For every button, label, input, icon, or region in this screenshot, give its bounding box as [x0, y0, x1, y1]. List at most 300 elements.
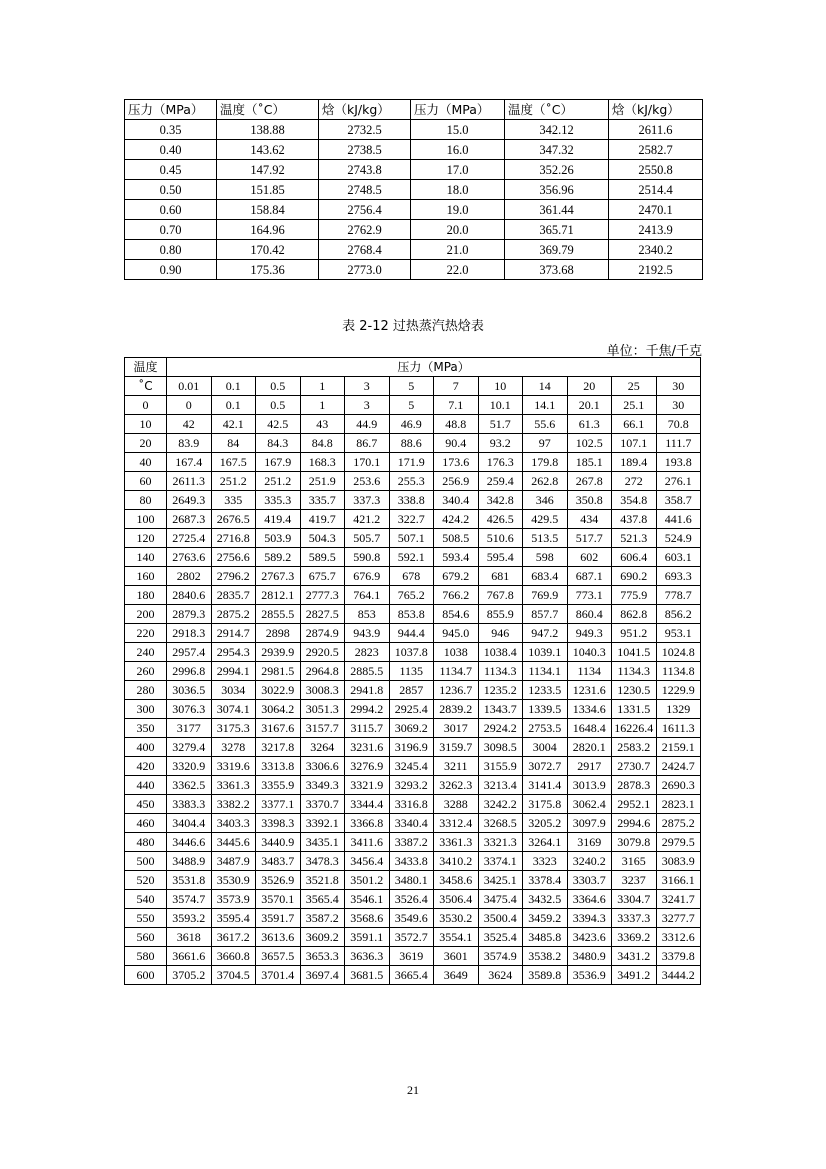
enthalpy-cell: 193.8 — [656, 453, 701, 472]
enthalpy-cell: 953.1 — [656, 624, 701, 643]
enthalpy-cell: 3379.8 — [656, 947, 701, 966]
enthalpy-cell: 3337.3 — [612, 909, 657, 928]
enthalpy-cell: 606.4 — [612, 548, 657, 567]
enthalpy-cell: 3480.9 — [567, 947, 612, 966]
enthalpy-cell: 272 — [612, 472, 657, 491]
table-row — [125, 757, 701, 776]
enthalpy-cell: 1236.7 — [434, 681, 479, 700]
enthalpy-cell: 256.9 — [434, 472, 479, 491]
enthalpy-cell: 3568.6 — [345, 909, 390, 928]
enthalpy-cell: 1038 — [434, 643, 479, 662]
enthalpy-cell: 0 — [167, 396, 212, 415]
enthalpy-cell: 276.1 — [656, 472, 701, 491]
enthalpy-cell: 1331.5 — [612, 700, 657, 719]
enthalpy-cell: 342.8 — [478, 491, 523, 510]
enthalpy-cell: 2730.7 — [612, 757, 657, 776]
enthalpy-cell: 3355.9 — [256, 776, 301, 795]
pressure-cell: 10 — [478, 377, 523, 396]
enthalpy-cell: 2753.5 — [523, 719, 568, 738]
enthalpy-cell: 88.6 — [389, 434, 434, 453]
table-row — [125, 624, 701, 643]
table-row — [125, 928, 701, 947]
enthalpy-cell: 3649 — [434, 966, 479, 985]
enthalpy-cell: 3501.2 — [345, 871, 390, 890]
enthalpy-cell: 3167.6 — [256, 719, 301, 738]
enthalpy-cell: 3570.1 — [256, 890, 301, 909]
enthalpy-cell: 3487.9 — [211, 852, 256, 871]
enthalpy-cell: 3276.9 — [345, 757, 390, 776]
table-cell: 2514.4 — [609, 180, 703, 200]
enthalpy-cell: 3157.7 — [300, 719, 345, 738]
enthalpy-cell: 3435.1 — [300, 833, 345, 852]
enthalpy-cell: 2424.7 — [656, 757, 701, 776]
enthalpy-cell: 3530.9 — [211, 871, 256, 890]
enthalpy-cell: 3591.1 — [345, 928, 390, 947]
enthalpy-cell: 3034 — [211, 681, 256, 700]
enthalpy-cell: 3306.6 — [300, 757, 345, 776]
table-cell: 21.0 — [411, 240, 505, 260]
enthalpy-cell: 3425.1 — [478, 871, 523, 890]
table-row — [125, 434, 701, 453]
table-row — [125, 795, 701, 814]
enthalpy-cell: 43 — [300, 415, 345, 434]
enthalpy-cell: 3445.6 — [211, 833, 256, 852]
enthalpy-cell: 70.8 — [656, 415, 701, 434]
enthalpy-cell: 3446.6 — [167, 833, 212, 852]
enthalpy-cell: 2777.3 — [300, 586, 345, 605]
enthalpy-cell: 513.5 — [523, 529, 568, 548]
enthalpy-cell: 3377.1 — [256, 795, 301, 814]
enthalpy-cell: 2918.3 — [167, 624, 212, 643]
enthalpy-cell: 86.7 — [345, 434, 390, 453]
temperature-cell: 500 — [125, 852, 167, 871]
enthalpy-cell: 1134.3 — [612, 662, 657, 681]
table-cell: 365.71 — [505, 220, 609, 240]
enthalpy-cell: 1039.1 — [523, 643, 568, 662]
enthalpy-cell: 769.9 — [523, 586, 568, 605]
enthalpy-cell: 3074.1 — [211, 700, 256, 719]
enthalpy-cell: 2994.2 — [345, 700, 390, 719]
pressure-cell: 0.01 — [167, 377, 212, 396]
enthalpy-cell: 3366.8 — [345, 814, 390, 833]
table-row — [125, 396, 701, 415]
enthalpy-cell: 3554.1 — [434, 928, 479, 947]
enthalpy-cell: 3 — [345, 396, 390, 415]
enthalpy-cell: 2981.5 — [256, 662, 301, 681]
enthalpy-cell: 111.7 — [656, 434, 701, 453]
temperature-cell: 460 — [125, 814, 167, 833]
enthalpy-cell: 3323 — [523, 852, 568, 871]
enthalpy-cell: 251.2 — [211, 472, 256, 491]
enthalpy-cell: 2690.3 — [656, 776, 701, 795]
enthalpy-cell: 2939.9 — [256, 643, 301, 662]
table-cell: 2743.8 — [319, 160, 411, 180]
enthalpy-cell: 679.2 — [434, 567, 479, 586]
header-cell: 压力（MPa） — [125, 100, 217, 120]
saturated-header-row — [125, 100, 703, 120]
enthalpy-cell: 602 — [567, 548, 612, 567]
enthalpy-cell: 44.9 — [345, 415, 390, 434]
enthalpy-cell: 3404.4 — [167, 814, 212, 833]
table-cell: 342.12 — [505, 120, 609, 140]
table-row — [125, 240, 703, 260]
enthalpy-cell: 2796.2 — [211, 567, 256, 586]
table-cell: 175.36 — [217, 260, 319, 280]
enthalpy-cell: 676.9 — [345, 567, 390, 586]
enthalpy-cell: 3321.3 — [478, 833, 523, 852]
table-row — [125, 260, 703, 280]
table-cell: 0.60 — [125, 200, 217, 220]
superheated-steam-table — [124, 357, 701, 985]
enthalpy-cell: 3538.2 — [523, 947, 568, 966]
table-row — [125, 491, 701, 510]
enthalpy-cell: 3410.2 — [434, 852, 479, 871]
table-row — [125, 567, 701, 586]
enthalpy-cell: 3431.2 — [612, 947, 657, 966]
table-cell: 2611.6 — [609, 120, 703, 140]
enthalpy-cell: 167.4 — [167, 453, 212, 472]
pressure-cell: 0.5 — [256, 377, 301, 396]
enthalpy-cell: 687.1 — [567, 567, 612, 586]
enthalpy-cell: 681 — [478, 567, 523, 586]
table-cell: 158.84 — [217, 200, 319, 220]
enthalpy-cell: 517.7 — [567, 529, 612, 548]
enthalpy-cell: 338.8 — [389, 491, 434, 510]
header-cell: 焓（kJ/kg） — [609, 100, 703, 120]
enthalpy-cell: 3320.9 — [167, 757, 212, 776]
enthalpy-cell: 55.6 — [523, 415, 568, 434]
table-row — [125, 662, 701, 681]
enthalpy-cell: 1134 — [567, 662, 612, 681]
enthalpy-cell: 10.1 — [478, 396, 523, 415]
table-cell: 0.70 — [125, 220, 217, 240]
table-row — [125, 510, 701, 529]
enthalpy-cell: 2840.6 — [167, 586, 212, 605]
enthalpy-cell: 860.4 — [567, 605, 612, 624]
enthalpy-cell: 1134.3 — [478, 662, 523, 681]
enthalpy-cell: 1037.8 — [389, 643, 434, 662]
enthalpy-cell: 3364.6 — [567, 890, 612, 909]
enthalpy-cell: 322.7 — [389, 510, 434, 529]
temperature-cell: 160 — [125, 567, 167, 586]
enthalpy-cell: 3572.7 — [389, 928, 434, 947]
enthalpy-cell: 2802 — [167, 567, 212, 586]
enthalpy-cell: 0.5 — [256, 396, 301, 415]
enthalpy-cell: 3705.2 — [167, 966, 212, 985]
enthalpy-cell: 3526.4 — [389, 890, 434, 909]
enthalpy-cell: 521.3 — [612, 529, 657, 548]
enthalpy-cell: 3155.9 — [478, 757, 523, 776]
enthalpy-cell: 1233.5 — [523, 681, 568, 700]
temperature-cell: 300 — [125, 700, 167, 719]
enthalpy-cell: 3004 — [523, 738, 568, 757]
enthalpy-cell: 185.1 — [567, 453, 612, 472]
enthalpy-cell: 3574.7 — [167, 890, 212, 909]
enthalpy-cell: 3245.4 — [389, 757, 434, 776]
table-cell: 15.0 — [411, 120, 505, 140]
table-cell: 0.45 — [125, 160, 217, 180]
enthalpy-cell: 683.4 — [523, 567, 568, 586]
temperature-cell: 60 — [125, 472, 167, 491]
enthalpy-cell: 3064.2 — [256, 700, 301, 719]
temperature-cell: 40 — [125, 453, 167, 472]
table-caption: 表 2-12 过热蒸汽热焓表 — [342, 319, 484, 334]
enthalpy-cell: 593.4 — [434, 548, 479, 567]
enthalpy-cell: 5 — [389, 396, 434, 415]
enthalpy-cell: 90.4 — [434, 434, 479, 453]
enthalpy-cell: 251.2 — [256, 472, 301, 491]
enthalpy-cell: 854.6 — [434, 605, 479, 624]
enthalpy-cell: 2159.1 — [656, 738, 701, 757]
enthalpy-cell: 945.0 — [434, 624, 479, 643]
pressure-cell: 0.1 — [211, 377, 256, 396]
table-cell: 164.96 — [217, 220, 319, 240]
temperature-cell: 520 — [125, 871, 167, 890]
enthalpy-cell: 3653.3 — [300, 947, 345, 966]
enthalpy-cell: 3349.3 — [300, 776, 345, 795]
enthalpy-cell: 2878.3 — [612, 776, 657, 795]
enthalpy-cell: 853.8 — [389, 605, 434, 624]
enthalpy-cell: 3069.2 — [389, 719, 434, 738]
enthalpy-cell: 3525.4 — [478, 928, 523, 947]
table-row — [125, 833, 701, 852]
enthalpy-cell: 419.4 — [256, 510, 301, 529]
enthalpy-cell: 3169 — [567, 833, 612, 852]
temperature-cell: 240 — [125, 643, 167, 662]
enthalpy-cell: 267.8 — [567, 472, 612, 491]
enthalpy-cell: 505.7 — [345, 529, 390, 548]
temperature-cell: 220 — [125, 624, 167, 643]
enthalpy-cell: 3340.4 — [389, 814, 434, 833]
enthalpy-cell: 508.5 — [434, 529, 479, 548]
table-row — [125, 548, 701, 567]
enthalpy-cell: 340.4 — [434, 491, 479, 510]
enthalpy-cell: 3398.3 — [256, 814, 301, 833]
table-cell: 2470.1 — [609, 200, 703, 220]
enthalpy-cell: 3205.2 — [523, 814, 568, 833]
enthalpy-cell: 3591.7 — [256, 909, 301, 928]
temperature-cell: 420 — [125, 757, 167, 776]
enthalpy-cell: 7.1 — [434, 396, 479, 415]
table-row — [125, 966, 701, 985]
temperature-cell: 560 — [125, 928, 167, 947]
enthalpy-cell: 944.4 — [389, 624, 434, 643]
enthalpy-cell: 3313.8 — [256, 757, 301, 776]
enthalpy-cell: 3165 — [612, 852, 657, 871]
enthalpy-cell: 3278 — [211, 738, 256, 757]
enthalpy-cell: 2756.6 — [211, 548, 256, 567]
enthalpy-cell: 2857 — [389, 681, 434, 700]
table-cell: 143.62 — [217, 140, 319, 160]
enthalpy-cell: 42.1 — [211, 415, 256, 434]
enthalpy-cell: 589.2 — [256, 548, 301, 567]
table-row — [125, 472, 701, 491]
table-row — [125, 643, 701, 662]
enthalpy-cell: 42 — [167, 415, 212, 434]
enthalpy-cell: 51.7 — [478, 415, 523, 434]
enthalpy-cell: 66.1 — [612, 415, 657, 434]
superheated-table-body — [125, 396, 701, 985]
enthalpy-cell: 3240.2 — [567, 852, 612, 871]
table-row — [125, 814, 701, 833]
enthalpy-cell: 3159.7 — [434, 738, 479, 757]
enthalpy-cell: 2611.3 — [167, 472, 212, 491]
enthalpy-cell: 3617.2 — [211, 928, 256, 947]
enthalpy-cell: 3115.7 — [345, 719, 390, 738]
enthalpy-cell: 1334.6 — [567, 700, 612, 719]
enthalpy-cell: 20.1 — [567, 396, 612, 415]
enthalpy-cell: 947.2 — [523, 624, 568, 643]
table-cell: 0.50 — [125, 180, 217, 200]
enthalpy-cell: 853 — [345, 605, 390, 624]
enthalpy-cell: 189.4 — [612, 453, 657, 472]
table-cell: 2768.4 — [319, 240, 411, 260]
enthalpy-cell: 1 — [300, 396, 345, 415]
table-cell: 19.0 — [411, 200, 505, 220]
enthalpy-cell: 2879.3 — [167, 605, 212, 624]
enthalpy-cell: 3304.7 — [612, 890, 657, 909]
page-number: 21 — [407, 1083, 419, 1097]
enthalpy-cell: 2687.3 — [167, 510, 212, 529]
enthalpy-cell: 1134.1 — [523, 662, 568, 681]
enthalpy-cell: 97 — [523, 434, 568, 453]
enthalpy-cell: 3423.6 — [567, 928, 612, 947]
enthalpy-cell: 590.8 — [345, 548, 390, 567]
enthalpy-cell: 3531.8 — [167, 871, 212, 890]
enthalpy-cell: 2920.5 — [300, 643, 345, 662]
enthalpy-cell: 3565.4 — [300, 890, 345, 909]
temperature-cell: 440 — [125, 776, 167, 795]
table-cell: 16.0 — [411, 140, 505, 160]
temperature-cell: 140 — [125, 548, 167, 567]
enthalpy-cell: 3062.4 — [567, 795, 612, 814]
enthalpy-cell: 595.4 — [478, 548, 523, 567]
enthalpy-cell: 3521.8 — [300, 871, 345, 890]
temperature-cell: 480 — [125, 833, 167, 852]
enthalpy-cell: 3213.4 — [478, 776, 523, 795]
enthalpy-cell: 3657.5 — [256, 947, 301, 966]
enthalpy-cell: 3601 — [434, 947, 479, 966]
table-row — [125, 160, 703, 180]
enthalpy-cell: 3458.6 — [434, 871, 479, 890]
table-row — [125, 140, 703, 160]
enthalpy-cell: 168.3 — [300, 453, 345, 472]
enthalpy-cell: 3241.7 — [656, 890, 701, 909]
temperature-cell: 280 — [125, 681, 167, 700]
enthalpy-cell: 510.6 — [478, 529, 523, 548]
enthalpy-cell: 3480.1 — [389, 871, 434, 890]
enthalpy-cell: 2823.1 — [656, 795, 701, 814]
enthalpy-cell: 3293.2 — [389, 776, 434, 795]
table-row — [125, 200, 703, 220]
pressure-cell: 30 — [656, 377, 701, 396]
enthalpy-cell: 2996.8 — [167, 662, 212, 681]
enthalpy-cell: 3211 — [434, 757, 479, 776]
enthalpy-cell: 3530.2 — [434, 909, 479, 928]
enthalpy-cell: 598 — [523, 548, 568, 567]
table-cell: 2732.5 — [319, 120, 411, 140]
enthalpy-cell: 1339.5 — [523, 700, 568, 719]
enthalpy-cell: 3175.3 — [211, 719, 256, 738]
enthalpy-cell: 93.2 — [478, 434, 523, 453]
table-cell: 0.90 — [125, 260, 217, 280]
enthalpy-cell: 773.1 — [567, 586, 612, 605]
enthalpy-cell: 862.8 — [612, 605, 657, 624]
enthalpy-cell: 14.1 — [523, 396, 568, 415]
enthalpy-cell: 3624 — [478, 966, 523, 985]
temperature-cell: 10 — [125, 415, 167, 434]
enthalpy-cell: 358.7 — [656, 491, 701, 510]
enthalpy-cell: 2952.1 — [612, 795, 657, 814]
superheated-table-head — [125, 358, 701, 396]
enthalpy-cell: 3618 — [167, 928, 212, 947]
enthalpy-cell: 1134.8 — [656, 662, 701, 681]
enthalpy-cell: 3242.2 — [478, 795, 523, 814]
enthalpy-cell: 2875.2 — [656, 814, 701, 833]
temperature-cell: 0 — [125, 396, 167, 415]
enthalpy-cell: 678 — [389, 567, 434, 586]
pressure-cell: 20 — [567, 377, 612, 396]
enthalpy-cell: 946 — [478, 624, 523, 643]
table-cell: 2413.9 — [609, 220, 703, 240]
enthalpy-cell: 2957.4 — [167, 643, 212, 662]
enthalpy-cell: 335 — [211, 491, 256, 510]
enthalpy-cell: 3444.2 — [656, 966, 701, 985]
enthalpy-cell: 1231.6 — [567, 681, 612, 700]
enthalpy-cell: 176.3 — [478, 453, 523, 472]
enthalpy-cell: 2917 — [567, 757, 612, 776]
enthalpy-cell: 84.3 — [256, 434, 301, 453]
enthalpy-cell: 3456.4 — [345, 852, 390, 871]
table-row — [125, 909, 701, 928]
table-cell: 2762.9 — [319, 220, 411, 240]
enthalpy-cell: 3277.7 — [656, 909, 701, 928]
enthalpy-cell: 690.2 — [612, 567, 657, 586]
enthalpy-cell: 3319.6 — [211, 757, 256, 776]
pressure-cell: 5 — [389, 377, 434, 396]
table-row — [125, 180, 703, 200]
enthalpy-cell: 16226.4 — [612, 719, 657, 738]
enthalpy-cell: 3022.9 — [256, 681, 301, 700]
enthalpy-cell: 3483.7 — [256, 852, 301, 871]
enthalpy-cell: 1135 — [389, 662, 434, 681]
enthalpy-cell: 3072.7 — [523, 757, 568, 776]
enthalpy-cell: 441.6 — [656, 510, 701, 529]
enthalpy-cell: 2954.3 — [211, 643, 256, 662]
enthalpy-cell: 3288 — [434, 795, 479, 814]
enthalpy-cell: 3587.2 — [300, 909, 345, 928]
enthalpy-cell: 179.8 — [523, 453, 568, 472]
enthalpy-cell: 2820.1 — [567, 738, 612, 757]
enthalpy-cell: 84.8 — [300, 434, 345, 453]
enthalpy-cell: 253.6 — [345, 472, 390, 491]
enthalpy-cell: 3665.4 — [389, 966, 434, 985]
enthalpy-cell: 589.5 — [300, 548, 345, 567]
enthalpy-cell: 3370.7 — [300, 795, 345, 814]
enthalpy-cell: 3491.2 — [612, 966, 657, 985]
enthalpy-cell: 1343.7 — [478, 700, 523, 719]
enthalpy-cell: 3478.3 — [300, 852, 345, 871]
enthalpy-cell: 1040.3 — [567, 643, 612, 662]
enthalpy-cell: 507.1 — [389, 529, 434, 548]
enthalpy-cell: 3701.4 — [256, 966, 301, 985]
enthalpy-cell: 1229.9 — [656, 681, 701, 700]
enthalpy-cell: 3013.9 — [567, 776, 612, 795]
enthalpy-cell: 3097.9 — [567, 814, 612, 833]
temperature-cell: 400 — [125, 738, 167, 757]
enthalpy-cell: 2885.5 — [345, 662, 390, 681]
enthalpy-cell: 170.1 — [345, 453, 390, 472]
